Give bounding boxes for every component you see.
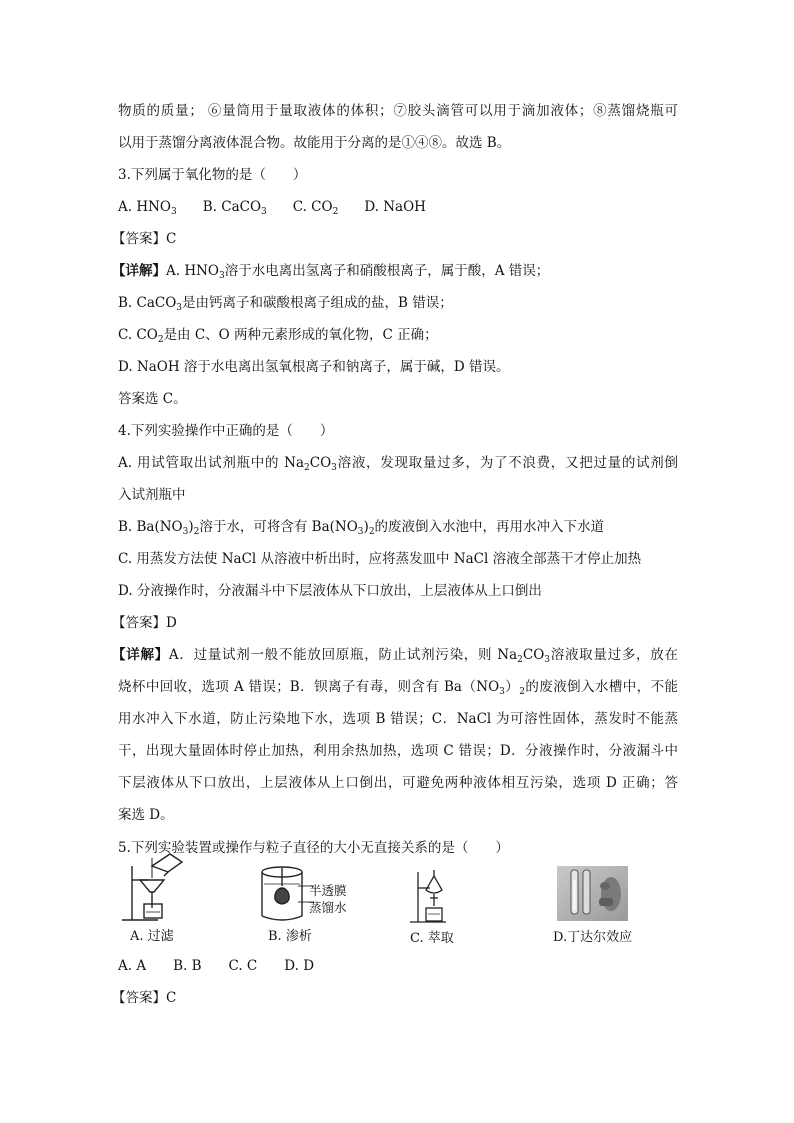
option-c: C. $CO_2$ (292, 199, 339, 217)
option-d: D. NaOH (364, 199, 426, 215)
question-3-detail-c: C. $CO_2$是由 C、O 两种元素形成的氧化物，C 正确； (118, 327, 438, 345)
paragraph-line-1: 物质的质量； ⑥量筒用于量取液体的体积；⑦胶头滴管可以用于滴加液体；⑧蒸馏烧瓶可 (118, 103, 678, 119)
question-4-detail-line-2: 烧杯中回收，选项 A 错误；B．钡离子有毒，则含有 $Ba(NO_3)_2$的废液倒入水槽中，不能 (118, 679, 679, 697)
question-4-option-b: B. $Ba(NO_3)_2$溶于水，可将含有 $Ba(NO_3)_2$的废液倒入水池中，再用水冲入下水道 (118, 519, 605, 537)
question-3: 3.下列属于氧化物的是（ ） (118, 167, 307, 183)
figure-c-caption: C. 萃取 (410, 931, 454, 946)
figure-d-caption: D.丁达尔效应 (553, 930, 633, 945)
question-4-option-a-line-2: 入试剂瓶中 (118, 487, 186, 503)
question-4-detail-line-4: 干，出现大量固体时停止加热，利用余热加热，选项 C 错误；D．分液操作时，分液漏斗中 (118, 743, 678, 759)
membrane-label: 半透膜 (309, 883, 347, 898)
question-3-options (118, 197, 678, 217)
question-3-answer: 【答案】C (112, 231, 177, 247)
extraction-apparatus-figure (408, 866, 460, 926)
question-4: 4.下列实验操作中正确的是（ ） (118, 423, 334, 439)
question-3-detail-d: D. NaOH 溶于水电离出氢氧根离子和钠离子，属于碱，D 错误。 (118, 359, 510, 375)
option-a: A. $HNO_3$ (118, 199, 177, 217)
question-3-detail-b: B. CaCO$_3$是由钙离子和碳酸根离子组成的盐，B 错误； (118, 295, 453, 313)
question-4-detail-line-6: 案选 D。 (118, 807, 174, 823)
question-3-detail-a: 【详解】A. $HNO_3$溶于水电离出氢离子和硝酸根离子，属于酸，A 错误； (112, 263, 550, 281)
filtration-apparatus-figure (118, 852, 198, 924)
question-5: 5.下列实验装置或操作与粒子直径的大小无直接关系的是（ ） (118, 840, 509, 856)
question-4-option-c: C. 用蒸发方法使 NaCl 从溶液中析出时，应将蒸发皿中 NaCl 溶液全部蒸干才停止加热 (118, 551, 642, 567)
paragraph-line-2: 以用于蒸馏分离液体混合物。故能用于分离的是①④⑧。故选 B。 (118, 135, 511, 151)
option-b: B. CaCO$_3$ (202, 199, 267, 217)
question-4-option-d: D. 分液操作时，分液漏斗中下层液体从下口放出，上层液体从上口倒出 (118, 583, 542, 599)
figure-b-caption: B. 渗析 (268, 929, 312, 944)
question-5-options: A. A B. B C. C D. D (118, 958, 315, 974)
distilled-water-label: 蒸馏水 (309, 900, 347, 915)
question-4-detail-line-1: 【详解】A．过量试剂一般不能放回原瓶，防止试剂污染，则 $Na_2CO_3$溶液取量过多，放在 (112, 647, 678, 665)
question-4-option-a-line-1: A. 用试管取出试剂瓶中的 $Na_2CO_3$溶液，发现取量过多，为了不浪费，又把过量的试剂倒 (118, 455, 678, 473)
question-4-detail-line-5: 下层液体从下口放出，上层液体从上口倒出，可避免两种液体相互污染，选项 D 正确；答 (118, 775, 678, 791)
question-5-answer: 【答案】C (112, 990, 177, 1006)
question-4-answer: 【答案】D (112, 615, 177, 631)
detail-label: 【详解】 (112, 647, 169, 663)
question-4-detail-line-3: 用水冲入下水道，防止污染地下水，选项 B 错误；C．NaCl 为可溶性固体，蒸发时不能蒸 (118, 711, 678, 727)
tyndall-effect-photo (557, 866, 628, 921)
question-3-conclusion: 答案选 C。 (118, 391, 187, 407)
detail-label: 【详解】 (112, 263, 166, 279)
figure-a-caption: A. 过滤 (130, 929, 174, 944)
